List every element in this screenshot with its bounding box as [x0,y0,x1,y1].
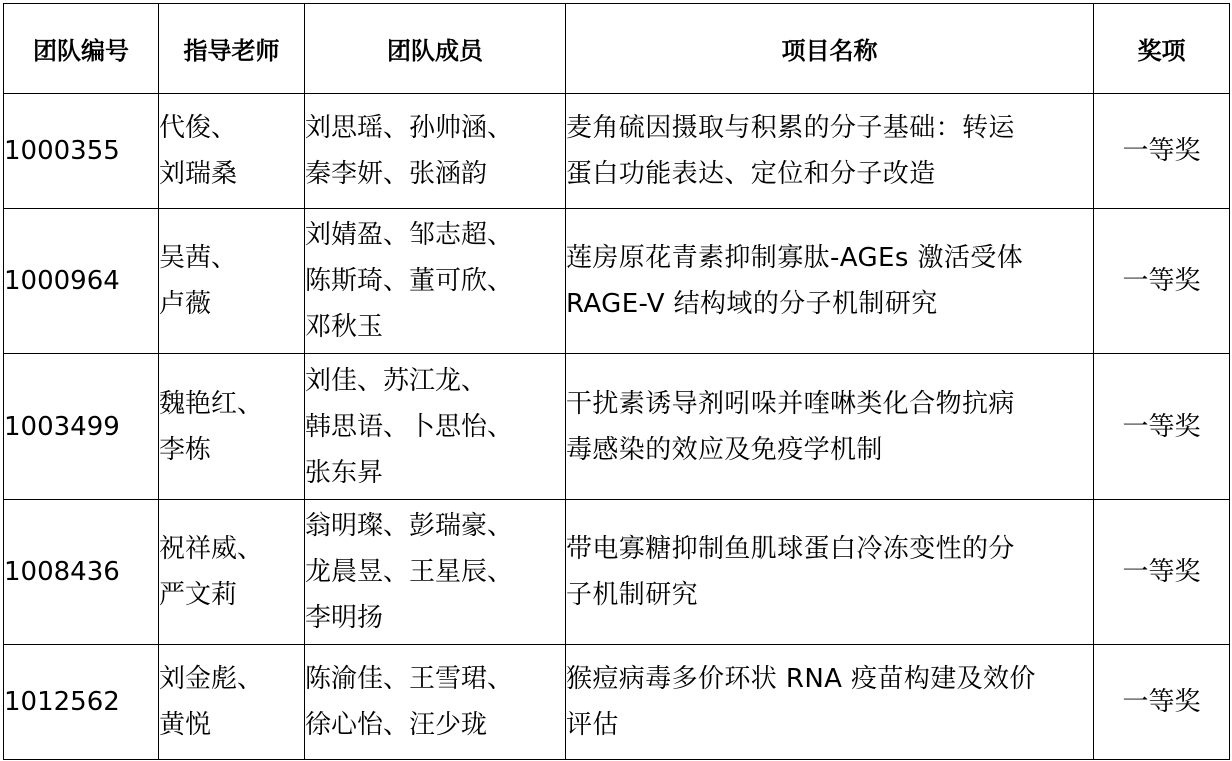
project-cell [566,94,1094,209]
project-line: 莲房原花青素抑制寡肽-AGEs 激活受体 [566,243,1024,273]
members-cell [305,94,566,209]
project-line: 干扰素诱导剂吲哚并喹啉类化合物抗病 [566,388,1015,419]
project-line: 毒感染的效应及免疫学机制 [566,434,883,465]
team-id-cell: 1000355 [4,94,159,209]
advisor-line: 严文莉 [159,580,238,610]
member-line: 韩思语、卜思怡、 [305,411,514,442]
advisor-line: 李栋 [159,434,212,465]
advisor-cell [159,354,305,500]
advisor-line: 代俊、 [159,113,238,143]
award-cell: 一等奖 [1094,500,1230,645]
project-cell [566,209,1094,354]
project-line: 蛋白功能表达、定位和分子改造 [566,159,936,189]
member-line: 邓秋玉 [305,312,384,342]
header-members: 团队成员 [305,4,566,94]
project-line: RAGE-V 结构域的分子机制研究 [566,289,938,319]
team-id-cell: 1012562 [4,645,159,760]
members-cell [305,645,566,760]
project-line: 子机制研究 [566,580,699,610]
header-award: 奖项 [1094,4,1230,94]
team-id-cell: 1008436 [4,500,159,645]
advisor-line: 魏艳红、 [159,388,264,419]
member-line: 龙晨昱、王星辰、 [305,557,514,587]
project-line: 麦角硫因摄取与积累的分子基础：转运 [566,113,1015,143]
advisor-cell [159,94,305,209]
header-row [4,4,1230,94]
header-project: 项目名称 [566,4,1094,94]
project-cell [566,645,1094,760]
table-row [4,209,1230,354]
header-advisor: 指导老师 [159,4,305,94]
member-line: 徐心怡、汪少珑 [305,710,488,740]
header-team-id: 团队编号 [4,4,159,94]
project-cell [566,354,1094,500]
team-id-cell: 1000964 [4,209,159,354]
project-line: 带电寡糖抑制鱼肌球蛋白冷冻变性的分 [566,534,1015,564]
advisor-cell [159,209,305,354]
team-id-cell: 1003499 [4,354,159,500]
member-line: 刘婧盈、邹志超、 [305,220,514,250]
member-line: 陈斯琦、董可欣、 [305,266,514,296]
awards-table [3,3,1230,760]
advisor-cell [159,645,305,760]
award-cell: 一等奖 [1094,209,1230,354]
project-cell [566,500,1094,645]
award-cell: 一等奖 [1094,94,1230,209]
member-line: 李明扬 [305,603,384,633]
advisor-line: 刘瑞桑 [159,159,238,189]
member-line: 秦李妍、张涵韵 [305,159,488,189]
members-cell [305,500,566,645]
advisor-line: 黄悦 [159,710,212,740]
table-row [4,500,1230,645]
member-line: 翁明璨、彭瑞豪、 [305,511,514,541]
award-cell: 一等奖 [1094,645,1230,760]
advisor-line: 吴茜、 [159,243,238,273]
table-row [4,354,1230,500]
member-line: 刘思瑶、孙帅涵、 [305,113,514,143]
award-cell: 一等奖 [1094,354,1230,500]
table-row [4,645,1230,760]
member-line: 刘佳、苏江龙、 [305,365,488,396]
member-line: 张东昇 [305,457,384,488]
table-row [4,94,1230,209]
advisor-line: 刘金彪、 [159,664,264,694]
advisor-cell [159,500,305,645]
project-line: 评估 [566,710,619,740]
members-cell [305,354,566,500]
advisor-line: 卢薇 [159,289,212,319]
member-line: 陈渝佳、王雪珺、 [305,664,514,694]
advisor-line: 祝祥威、 [159,534,264,564]
project-line: 猴痘病毒多价环状 RNA 疫苗构建及效价 [566,664,1036,694]
members-cell [305,209,566,354]
